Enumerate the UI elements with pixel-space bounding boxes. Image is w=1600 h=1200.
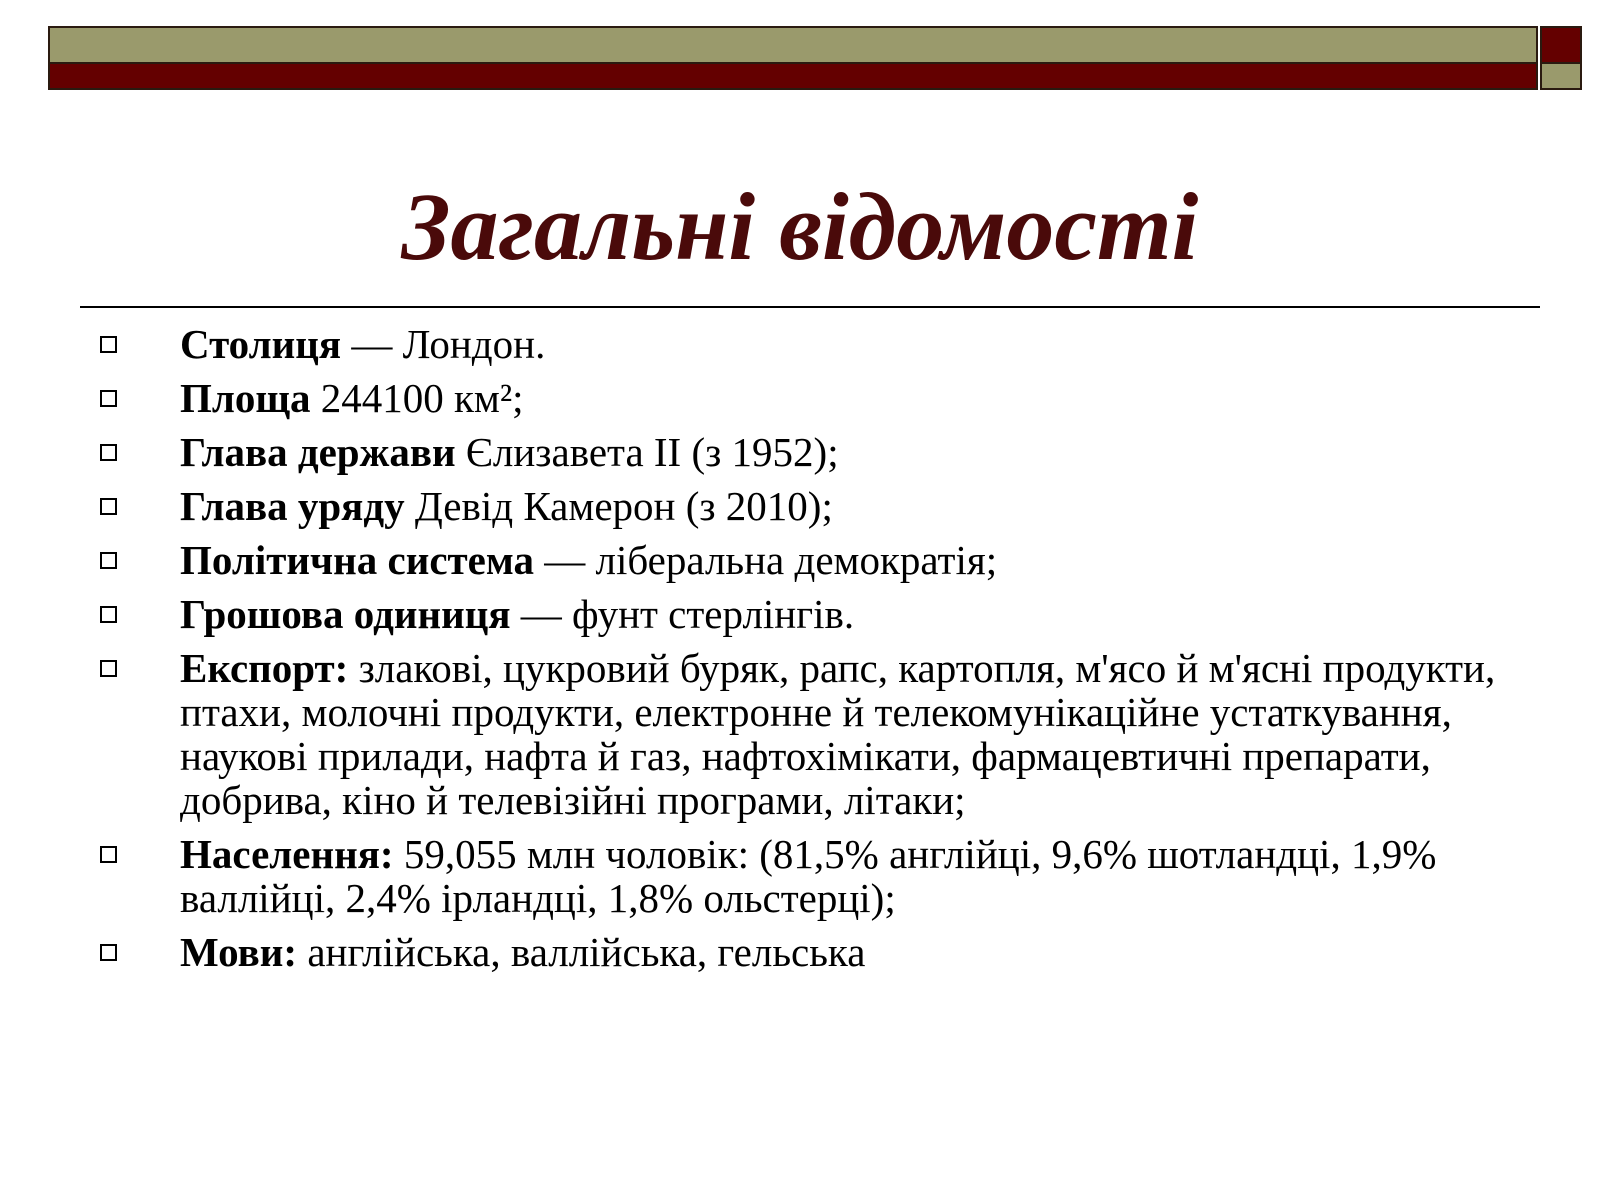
square-bullet-icon — [100, 660, 117, 677]
list-item-languages — [0, 930, 1600, 974]
item-text: Єлизавета II (з 1952); — [455, 429, 839, 475]
list-item-head-of-government — [0, 484, 1600, 528]
item-text: Девід Камерон (з 2010); — [404, 483, 833, 529]
square-bullet-icon — [100, 498, 117, 515]
title-divider — [80, 306, 1540, 308]
header-bar-olive — [48, 26, 1538, 64]
header-corner-square-olive — [1540, 64, 1582, 90]
list-item-population — [0, 832, 1600, 920]
item-term: Глава уряду — [180, 483, 405, 529]
square-bullet-icon — [100, 444, 117, 461]
header-corner-square-maroon — [1540, 26, 1582, 64]
slide-title: Загальні відомості — [401, 173, 1199, 280]
item-term: Експорт: — [180, 645, 349, 691]
item-text: англійська, валлійська, гельська — [297, 929, 866, 975]
bullet-list — [0, 322, 1600, 984]
item-term: Глава держави — [180, 429, 456, 475]
header-bar-maroon — [48, 64, 1538, 90]
list-item-currency — [0, 592, 1600, 636]
item-term: Площа — [180, 375, 311, 421]
item-term: Мови: — [180, 929, 298, 975]
item-text: 244100 км²; — [310, 375, 524, 421]
square-bullet-icon — [100, 336, 117, 353]
list-item-export — [0, 646, 1600, 822]
square-bullet-icon — [100, 390, 117, 407]
item-text: — фунт стерлінгів. — [510, 591, 855, 637]
item-term: Столиця — [180, 321, 342, 367]
list-item-area — [0, 376, 1600, 420]
item-term: Грошова одиниця — [180, 591, 511, 637]
item-term: Політична система — [180, 537, 535, 583]
list-item-political-system — [0, 538, 1600, 582]
square-bullet-icon — [100, 846, 117, 863]
item-text: — ліберальна демократія; — [534, 537, 998, 583]
item-term: Населення: — [180, 831, 394, 877]
item-text: 59,055 млн чоловік: (81,5% англійці, 9,6% шотландці, 1,9% валлійці, 2,4% ірландці, 1,8% ольстерці); — [180, 831, 1437, 921]
list-item-capital — [0, 322, 1600, 366]
header-decoration-bar — [48, 26, 1586, 92]
square-bullet-icon — [100, 552, 117, 569]
item-text: злакові, цукровий буряк, рапс, картопля, м'ясо й м'ясні продукти, птахи, молочні продукти, електронне й телекомунікаційне устаткування, наукові прилади, нафта й газ, нафтохімікати, фармацевтичні препарати, добрива, кіно й телевізійні програми, літаки; — [180, 645, 1496, 823]
square-bullet-icon — [100, 944, 117, 961]
item-text: — Лондон. — [341, 321, 546, 367]
square-bullet-icon — [100, 606, 117, 623]
list-item-head-of-state — [0, 430, 1600, 474]
